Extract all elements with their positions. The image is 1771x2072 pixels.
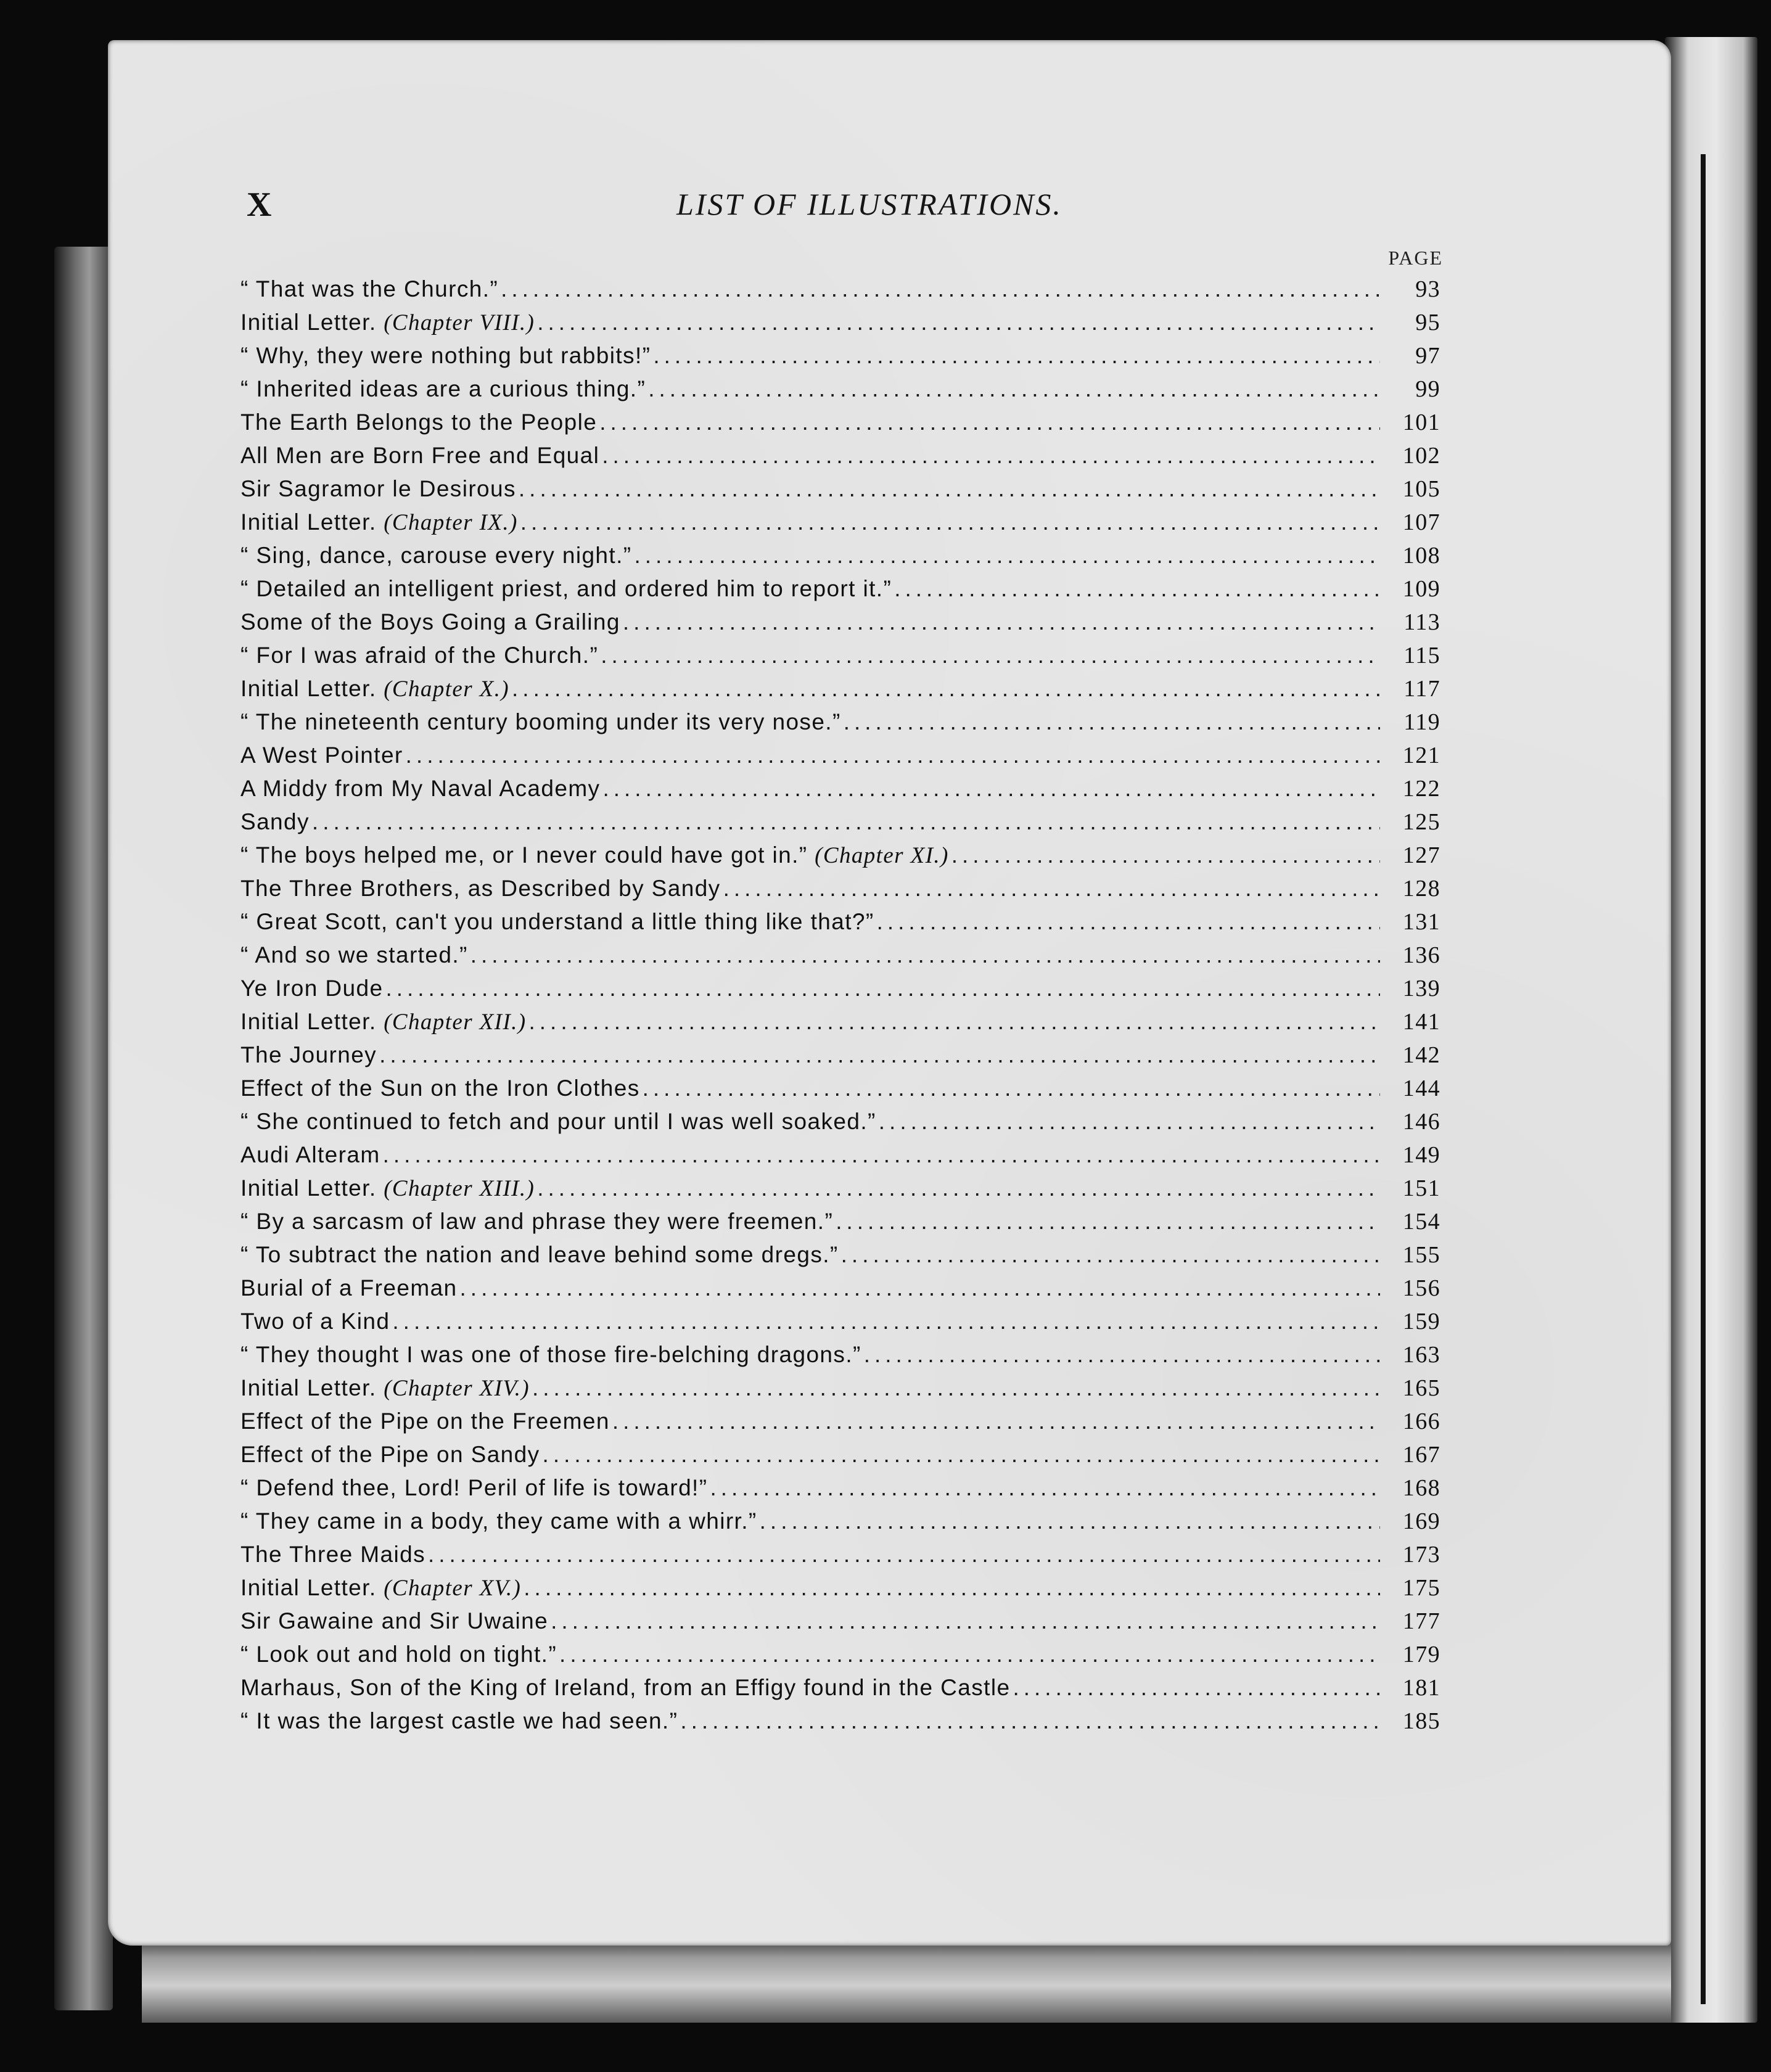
illustration-entry xyxy=(240,1375,1440,1408)
page-number: 131 xyxy=(1402,909,1440,935)
illustration-entry xyxy=(240,1008,1440,1042)
page-number: 177 xyxy=(1402,1608,1440,1634)
illustration-title xyxy=(240,543,632,569)
dot-leader xyxy=(1013,1675,1380,1701)
illustration-title xyxy=(240,1608,548,1634)
illustration-caption: The Three Maids xyxy=(240,1542,425,1567)
illustration-caption: “ That was the Church.” xyxy=(240,276,499,302)
illustration-caption: All Men are Born Free and Equal xyxy=(240,443,600,468)
illustration-caption: “ She continued to fetch and pour until I was well soaked.” xyxy=(240,1109,876,1134)
illustration-caption: Effect of the Pipe on the Freemen xyxy=(240,1408,610,1434)
dot-leader xyxy=(601,643,1380,668)
page-number: 185 xyxy=(1402,1708,1440,1734)
illustration-caption: “ They thought I was one of those fire-belching dragons.” xyxy=(240,1342,861,1367)
page-number: 125 xyxy=(1402,809,1440,835)
illustration-title xyxy=(240,476,516,502)
illustration-title xyxy=(240,809,310,835)
chapter-reference: (Chapter IX.) xyxy=(384,510,518,535)
illustration-caption: “ And so we started.” xyxy=(240,942,468,968)
dot-leader xyxy=(524,1575,1380,1601)
page-number: 95 xyxy=(1415,310,1440,335)
illustration-caption: Sir Gawaine and Sir Uwaine xyxy=(240,1608,549,1634)
illustrations-list xyxy=(240,276,1440,1741)
illustration-title xyxy=(240,1275,458,1301)
page-number: 122 xyxy=(1402,776,1440,802)
illustration-title xyxy=(240,742,403,768)
page-number: 165 xyxy=(1402,1375,1440,1401)
dot-leader xyxy=(602,776,1380,802)
illustration-title xyxy=(240,310,535,336)
illustration-title xyxy=(240,1508,757,1534)
dot-leader xyxy=(723,876,1380,902)
dot-leader xyxy=(602,443,1380,469)
illustration-entry xyxy=(240,1175,1440,1208)
illustration-caption: “ Defend thee, Lord! Peril of life is toward!” xyxy=(240,1475,708,1500)
running-head-title: LIST OF ILLUSTRATIONS. xyxy=(676,187,1062,221)
illustration-caption: A Middy from My Naval Academy xyxy=(240,776,601,801)
illustration-title xyxy=(240,1575,521,1601)
page-number: 146 xyxy=(1402,1109,1440,1135)
dot-leader xyxy=(543,1442,1380,1468)
page-number: 166 xyxy=(1402,1408,1440,1434)
illustration-title xyxy=(240,643,598,668)
illustration-title xyxy=(240,842,949,869)
dot-leader xyxy=(864,1342,1380,1368)
illustration-caption: “ Look out and hold on tight.” xyxy=(240,1642,557,1667)
dot-leader xyxy=(653,343,1380,369)
illustration-caption: “ It was the largest castle we had seen.” xyxy=(240,1708,678,1733)
illustration-entry xyxy=(240,642,1440,675)
illustration-caption: The Earth Belongs to the People xyxy=(240,409,598,435)
page-number: 181 xyxy=(1402,1675,1440,1701)
illustration-entry xyxy=(240,742,1440,775)
illustration-entry xyxy=(240,775,1440,808)
illustration-title xyxy=(240,609,620,635)
illustration-entry xyxy=(240,609,1440,642)
page-number: 136 xyxy=(1402,942,1440,968)
dot-leader xyxy=(520,509,1380,535)
illustration-entry xyxy=(240,1075,1440,1108)
illustration-caption: Sandy xyxy=(240,809,310,834)
illustration-caption: “ The nineteenth century booming under its very nose.” xyxy=(240,709,841,734)
illustration-entry xyxy=(240,1042,1440,1075)
illustration-caption: Burial of a Freeman xyxy=(240,1275,458,1301)
dot-leader xyxy=(951,842,1380,868)
dot-leader xyxy=(532,1375,1380,1401)
illustration-entry xyxy=(240,1208,1440,1241)
page-number: 139 xyxy=(1402,976,1440,1001)
dot-leader xyxy=(841,1242,1380,1268)
illustration-entry xyxy=(240,1308,1440,1341)
dot-leader xyxy=(537,1175,1380,1201)
illustration-caption: Effect of the Pipe on Sandy xyxy=(240,1442,540,1467)
illustration-caption: The Journey xyxy=(240,1042,377,1067)
illustration-caption: Initial Letter. xyxy=(240,1575,377,1600)
page-number: 141 xyxy=(1402,1009,1440,1035)
page-number: 115 xyxy=(1403,643,1440,668)
illustration-caption: “ Great Scott, can't you understand a little thing like that?” xyxy=(240,909,874,934)
dot-leader xyxy=(470,942,1380,968)
illustration-entry xyxy=(240,1108,1440,1141)
page-number: 169 xyxy=(1402,1508,1440,1534)
illustration-entry xyxy=(240,875,1440,908)
dot-leader xyxy=(559,1642,1380,1667)
illustration-title xyxy=(240,776,600,802)
illustration-entry xyxy=(240,475,1440,509)
illustration-caption: Initial Letter. xyxy=(240,1375,377,1400)
chapter-reference: (Chapter XIII.) xyxy=(384,1176,535,1201)
page-number: 179 xyxy=(1402,1642,1440,1667)
illustration-entry xyxy=(240,1341,1440,1375)
page-number: 97 xyxy=(1415,343,1440,369)
page-folio-number: X xyxy=(247,186,272,224)
illustration-entry xyxy=(240,842,1440,875)
illustration-title xyxy=(240,976,383,1001)
right-facing-page-edge xyxy=(1665,37,1757,2023)
illustration-entry xyxy=(240,908,1440,942)
dot-leader xyxy=(599,409,1380,435)
dot-leader xyxy=(612,1408,1380,1434)
illustration-entry xyxy=(240,1641,1440,1674)
illustration-caption: Initial Letter. xyxy=(240,1009,377,1034)
illustration-caption: “ Why, they were nothing but rabbits!” xyxy=(240,343,651,368)
illustration-title xyxy=(240,676,509,702)
illustration-caption: “ They came in a body, they came with a whirr.” xyxy=(240,1508,757,1534)
illustration-caption: Some of the Boys Going a Grailing xyxy=(240,609,620,635)
gutter-fold xyxy=(1701,154,1706,2004)
illustration-entry xyxy=(240,1441,1440,1474)
illustration-entry xyxy=(240,709,1440,742)
dot-leader xyxy=(385,976,1380,1001)
illustration-caption: Initial Letter. xyxy=(240,509,377,535)
dot-leader xyxy=(760,1508,1380,1534)
illustration-caption: Ye Iron Dude xyxy=(240,976,384,1001)
page-number: 101 xyxy=(1402,409,1440,435)
illustration-title xyxy=(240,876,721,902)
illustration-title xyxy=(240,709,841,735)
illustration-caption: Initial Letter. xyxy=(240,1175,377,1201)
page-number: 173 xyxy=(1402,1542,1440,1568)
illustration-caption: Two of a Kind xyxy=(240,1309,390,1334)
chapter-reference: (Chapter VIII.) xyxy=(384,310,535,335)
illustration-title xyxy=(240,1642,557,1667)
illustration-caption: Initial Letter. xyxy=(240,310,377,335)
illustration-caption: Sir Sagramor le Desirous xyxy=(240,476,516,501)
illustration-entry xyxy=(240,1608,1440,1641)
illustration-title xyxy=(240,1442,540,1468)
page-number: 149 xyxy=(1402,1142,1440,1168)
illustration-title xyxy=(240,1708,678,1734)
illustration-title xyxy=(240,1475,707,1501)
illustration-entry xyxy=(240,542,1440,575)
page-number: 99 xyxy=(1415,376,1440,402)
dot-leader xyxy=(379,1042,1380,1068)
dot-leader xyxy=(501,276,1380,302)
illustration-entry xyxy=(240,309,1440,342)
illustration-caption: “ By a sarcasm of law and phrase they were freemen.” xyxy=(240,1209,834,1234)
page-number: 144 xyxy=(1402,1075,1440,1101)
illustration-entry xyxy=(240,376,1440,409)
page-number: 107 xyxy=(1402,509,1440,535)
illustration-caption: The Three Brothers, as Described by Sandy xyxy=(240,876,721,901)
dot-leader xyxy=(392,1309,1380,1334)
page-number: 128 xyxy=(1402,876,1440,902)
dot-leader xyxy=(428,1542,1380,1568)
left-binding-edge xyxy=(54,247,113,2010)
page-number: 151 xyxy=(1402,1175,1440,1201)
illustration-title xyxy=(240,1242,839,1268)
page-number: 168 xyxy=(1402,1475,1440,1501)
illustration-title xyxy=(240,576,892,602)
dot-leader xyxy=(519,476,1380,502)
dot-leader xyxy=(551,1608,1380,1634)
illustration-caption: “ Sing, dance, carouse every night.” xyxy=(240,543,632,568)
dot-leader xyxy=(635,543,1381,569)
illustration-title xyxy=(240,1042,377,1068)
illustration-title xyxy=(240,409,597,435)
page-number: 93 xyxy=(1415,276,1440,302)
illustration-caption: “ Detailed an intelligent priest, and ordered him to report it.” xyxy=(240,576,892,601)
dot-leader xyxy=(879,1109,1380,1135)
illustration-caption: “ For I was afraid of the Church.” xyxy=(240,643,599,668)
page-number: 119 xyxy=(1403,709,1440,735)
illustration-entry xyxy=(240,1408,1440,1441)
page-number: 175 xyxy=(1402,1575,1440,1601)
dot-leader xyxy=(836,1209,1380,1235)
illustration-caption: “ The boys helped me, or I never could have got in.” xyxy=(240,842,808,868)
illustration-title xyxy=(240,1342,861,1368)
chapter-reference: (Chapter X.) xyxy=(384,676,510,702)
dot-leader xyxy=(844,709,1380,735)
chapter-reference: (Chapter XV.) xyxy=(384,1576,522,1601)
illustration-title xyxy=(240,343,651,369)
illustration-entry xyxy=(240,442,1440,475)
illustration-title xyxy=(240,1309,390,1334)
illustration-entry xyxy=(240,1141,1440,1175)
illustration-caption: Audi Alteram xyxy=(240,1142,380,1167)
page-number: 121 xyxy=(1402,742,1440,768)
dot-leader xyxy=(680,1708,1380,1734)
illustration-entry xyxy=(240,1541,1440,1574)
illustration-entry xyxy=(240,1474,1440,1508)
illustration-entry xyxy=(240,1674,1440,1708)
illustration-title xyxy=(240,1109,876,1135)
illustration-caption: Marhaus, Son of the King of Ireland, from an Effigy found in the Castle xyxy=(240,1675,1011,1700)
dot-leader xyxy=(648,376,1380,402)
chapter-reference: (Chapter XII.) xyxy=(384,1009,527,1035)
dot-leader xyxy=(528,1009,1380,1035)
page-number: 156 xyxy=(1402,1275,1440,1301)
illustration-caption: “ To subtract the nation and leave behind some dregs.” xyxy=(240,1242,839,1267)
page-number: 127 xyxy=(1402,842,1440,868)
page-number: 117 xyxy=(1403,676,1440,702)
page-number: 142 xyxy=(1402,1042,1440,1068)
illustration-entry xyxy=(240,975,1440,1008)
dot-leader xyxy=(383,1142,1380,1168)
dot-leader xyxy=(312,809,1380,835)
illustration-title xyxy=(240,509,518,536)
dot-leader xyxy=(623,609,1380,635)
illustration-entry xyxy=(240,1241,1440,1275)
illustration-title xyxy=(240,942,468,968)
illustration-title xyxy=(240,1542,425,1568)
illustration-title xyxy=(240,1408,610,1434)
page-number: 109 xyxy=(1402,576,1440,602)
dot-leader xyxy=(406,742,1380,768)
illustration-caption: A West Pointer xyxy=(240,742,403,768)
dot-leader xyxy=(710,1475,1380,1501)
dot-leader xyxy=(877,909,1380,935)
illustration-title xyxy=(240,1175,535,1202)
illustration-entry xyxy=(240,509,1440,542)
illustration-caption: Effect of the Sun on the Iron Clothes xyxy=(240,1075,640,1101)
page-number: 154 xyxy=(1402,1209,1440,1235)
illustration-entry xyxy=(240,675,1440,709)
illustration-title xyxy=(240,276,498,302)
page-number: 102 xyxy=(1402,443,1440,469)
illustration-entry xyxy=(240,1708,1440,1741)
illustration-title xyxy=(240,1675,1010,1701)
page-number: 167 xyxy=(1402,1442,1440,1468)
illustration-caption: Initial Letter. xyxy=(240,676,377,701)
illustration-entry xyxy=(240,409,1440,442)
illustration-title xyxy=(240,1375,530,1402)
page-number: 113 xyxy=(1403,609,1440,635)
illustration-entry xyxy=(240,342,1440,376)
illustration-title xyxy=(240,1142,380,1168)
page-number: 159 xyxy=(1402,1309,1440,1334)
illustration-entry xyxy=(240,1275,1440,1308)
illustration-title xyxy=(240,1009,526,1035)
page-number: 108 xyxy=(1402,543,1440,569)
illustration-entry xyxy=(240,276,1440,309)
illustration-entry xyxy=(240,1574,1440,1608)
illustration-entry xyxy=(240,942,1440,975)
chapter-reference: (Chapter XI.) xyxy=(815,843,949,868)
dot-leader xyxy=(460,1275,1380,1301)
page-number: 163 xyxy=(1402,1342,1440,1368)
illustration-caption: “ Inherited ideas are a curious thing.” xyxy=(240,376,646,401)
illustration-title xyxy=(240,1075,640,1101)
illustration-title xyxy=(240,443,599,469)
illustration-title xyxy=(240,376,646,402)
illustration-entry xyxy=(240,575,1440,609)
dot-leader xyxy=(643,1075,1380,1101)
dot-leader xyxy=(894,576,1380,602)
illustration-entry xyxy=(240,808,1440,842)
page-column-label: PAGE xyxy=(1388,247,1443,269)
illustration-title xyxy=(240,909,874,935)
chapter-reference: (Chapter XIV.) xyxy=(384,1376,530,1401)
illustration-title xyxy=(240,1209,833,1235)
page-number: 155 xyxy=(1402,1242,1440,1268)
illustration-entry xyxy=(240,1508,1440,1541)
dot-leader xyxy=(537,310,1380,335)
dot-leader xyxy=(512,676,1380,702)
page-number: 105 xyxy=(1402,476,1440,502)
